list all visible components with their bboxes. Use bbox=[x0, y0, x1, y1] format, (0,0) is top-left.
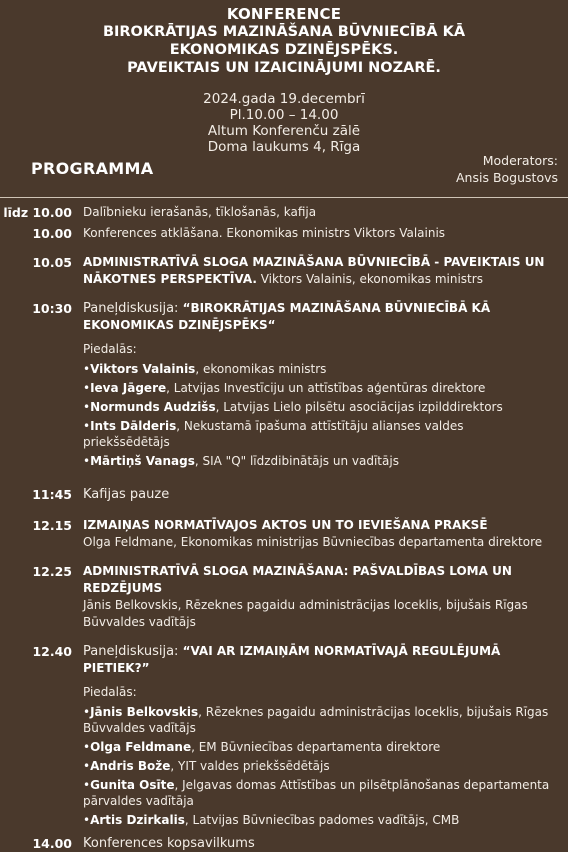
agenda-description: Jānis Belkovskis, Rēzeknes pagaidu administrācijas loceklis, bijušais Rīgas Būvvaldes vadītājs bbox=[83, 598, 528, 629]
participant-role: , Jelgavas domas Attīstības un pilsētplānošanas departamenta pārvaldes vadītāja bbox=[83, 778, 550, 808]
agenda-item-panel-2 bbox=[0, 643, 568, 831]
event-date: 2024.gada 19.decembrī bbox=[203, 91, 365, 107]
participant: •Artis Dzirkalis, Latvijas Būvniecības padomes vadītājs, CMB bbox=[83, 813, 460, 827]
agenda-lead: Konferences atklāšana. bbox=[83, 226, 223, 240]
conference-title-line-2: EKONOMIKAS DZINĒJSPĒKS. bbox=[169, 42, 399, 58]
event-address: Doma laukums 4, Rīga bbox=[207, 139, 361, 155]
agenda-text bbox=[72, 563, 553, 631]
agenda-item-summary bbox=[0, 835, 568, 852]
header bbox=[0, 0, 568, 155]
agenda-text bbox=[72, 835, 553, 852]
participants-label: Piedalās: bbox=[83, 342, 137, 356]
agenda-item-panel-1 bbox=[0, 300, 568, 472]
participant: •Andris Bože, YIT valdes priekšsēdētājs bbox=[83, 759, 330, 773]
participant-role: , Latvijas Investīciju un attīstības aģentūras direktore bbox=[166, 381, 486, 395]
participant: •Normunds Audzišs, Latvijas Lielo pilsētu asociācijas izpilddirektors bbox=[83, 400, 503, 414]
agenda-time: 10.05 bbox=[32, 255, 72, 270]
agenda-time: 12.40 bbox=[32, 644, 72, 659]
agenda-text bbox=[72, 254, 553, 288]
agenda-description: Dalībnieku ierašanās, tīklošanās, kafija bbox=[83, 205, 317, 219]
agenda-heading: “VAI AR IZMAIŅĀM NORMATĪVAJĀ REGULĒJUMĀ PIETIEK?” bbox=[83, 644, 501, 675]
participant: •Olga Feldmane, EM Būvniecības departamenta direktore bbox=[83, 740, 441, 754]
participant-role: , Latvijas Būvniecības padomes vadītājs, CMB bbox=[184, 813, 460, 827]
agenda-item-arrival bbox=[0, 204, 568, 221]
participant-role: , EM Būvniecības departamenta direktore bbox=[191, 740, 441, 754]
agenda-description: Konferences kopsavilkums bbox=[83, 836, 255, 851]
agenda-time: 10.00 bbox=[32, 226, 72, 241]
agenda-text bbox=[72, 204, 553, 221]
agenda-description: Ekonomikas ministrs Viktors Valainis bbox=[222, 226, 446, 240]
participant: •Ieva Jāgere, Latvijas Investīciju un attīstības aģentūras direktore bbox=[83, 381, 486, 395]
moderator-name: Ansis Bogustovs bbox=[456, 170, 558, 185]
agenda-item-municipality bbox=[0, 563, 568, 631]
participant: •Ints Dālderis, Nekustamā īpašuma attīstītāju alianses valdes priekšsēdētājs bbox=[83, 419, 464, 449]
agenda-heading: ADMINISTRATĪVĀ SLOGA MAZINĀŠANA BŪVNIECĪBĀ - PAVEIKTAIS UN NĀKOTNES PERSPEKTĪVA. bbox=[83, 255, 545, 286]
participants-label: Piedalās: bbox=[83, 685, 137, 699]
event-time: Pl.10.00 – 14.00 bbox=[229, 107, 339, 123]
participant-name: Ints Dālderis bbox=[90, 419, 177, 433]
participant-role: , SIA "Q" līdzdibinātājs un vadītājs bbox=[194, 454, 399, 468]
participant: •Jānis Belkovskis, Rēzeknes pagaidu administrācijas loceklis, bijušais Rīgas Būvvaldes vadītājs bbox=[83, 705, 549, 735]
agenda-item-opening bbox=[0, 225, 568, 242]
participant: •Viktors Valainis, ekonomikas ministrs bbox=[83, 362, 327, 376]
event-venue: Altum Konferenču zālē bbox=[207, 123, 361, 139]
agenda-text bbox=[72, 225, 553, 242]
participant-name: Jānis Belkovskis bbox=[90, 705, 199, 719]
agenda-text bbox=[72, 643, 553, 831]
agenda-time: 11:45 bbox=[32, 487, 72, 502]
agenda-description: Kafijas pauze bbox=[83, 487, 170, 502]
event-info bbox=[0, 91, 568, 155]
agenda-time: līdz 10.00 bbox=[3, 205, 72, 220]
participant-name: Artis Dzirkalis bbox=[90, 813, 185, 827]
conference-title-line-3: PAVEIKTAIS UN IZAICINĀJUMI NOZARĒ. bbox=[127, 60, 441, 76]
agenda-heading: IZMAIŅAS NORMATĪVAJOS AKTOS UN TO IEVIEŠANA PRAKSĒ bbox=[83, 518, 488, 532]
agenda-text bbox=[72, 517, 553, 551]
participant-name: Viktors Valainis bbox=[90, 362, 196, 376]
participant-role: , YIT valdes priekšsēdētājs bbox=[170, 759, 330, 773]
participant-name: Ieva Jāgere bbox=[90, 381, 167, 395]
conference-title-line-1: BIROKRĀTIJAS MAZINĀŠANA BŪVNIECĪBĀ KĀ bbox=[102, 24, 466, 40]
participant-name: Andris Bože bbox=[90, 759, 171, 773]
participant: •Mārtiņš Vanags, SIA "Q" līdzdibinātājs un vadītājs bbox=[83, 454, 399, 468]
programme-title: PROGRAMMA bbox=[31, 159, 154, 178]
agenda-item-coffee bbox=[0, 486, 568, 503]
participant-name: Mārtiņš Vanags bbox=[90, 454, 195, 468]
agenda-heading: ADMINISTRATĪVĀ SLOGA MAZINĀŠANA: PAŠVALDĪBAS LOMA UN REDZĒJUMS bbox=[83, 564, 512, 595]
agenda-time: 12.15 bbox=[32, 518, 72, 533]
agenda-item-regulation bbox=[0, 517, 568, 551]
agenda-description: Viktors Valainis, ekonomikas ministrs bbox=[256, 272, 483, 286]
agenda-time: 10:30 bbox=[32, 301, 72, 316]
participant-role: , Latvijas Lielo pilsētu asociācijas izpilddirektors bbox=[215, 400, 503, 414]
participant-name: Normunds Audzišs bbox=[90, 400, 216, 414]
participant-role: , Nekustamā īpašuma attīstītāju alianses valdes priekšsēdētājs bbox=[83, 419, 464, 449]
participant-role: , Rēzeknes pagaidu administrācijas loceklis, bijušais Rīgas Būvvaldes vadītājs bbox=[83, 705, 549, 735]
programme-header bbox=[0, 153, 568, 197]
agenda-item-keynote bbox=[0, 254, 568, 288]
participant-name: Gunita Osīte bbox=[90, 778, 175, 792]
agenda-lead: Paneļdiskusija: bbox=[83, 644, 183, 659]
agenda-heading: “BIROKRĀTIJAS MAZINĀŠANA BŪVNIECĪBĀ KĀ EKONOMIKAS DZINĒJSPĒKS“ bbox=[83, 301, 491, 332]
conference-label: KONFERENCE bbox=[226, 5, 342, 23]
agenda bbox=[0, 198, 568, 852]
agenda-time: 14.00 bbox=[32, 836, 72, 851]
agenda-text bbox=[72, 300, 553, 472]
agenda-lead: Paneļdiskusija: bbox=[83, 301, 183, 316]
moderators bbox=[456, 152, 558, 186]
agenda-description: Olga Feldmane, Ekonomikas ministrijas Būvniecības departamenta direktore bbox=[83, 535, 543, 549]
moderators-label: Moderators: bbox=[482, 153, 558, 168]
participant: •Gunita Osīte, Jelgavas domas Attīstības un pilsētplānošanas departamenta pārvaldes vadītāja bbox=[83, 778, 550, 808]
agenda-text bbox=[72, 486, 553, 503]
participant-name: Olga Feldmane bbox=[90, 740, 192, 754]
agenda-time: 12.25 bbox=[32, 564, 72, 579]
participant-role: , ekonomikas ministrs bbox=[195, 362, 327, 376]
